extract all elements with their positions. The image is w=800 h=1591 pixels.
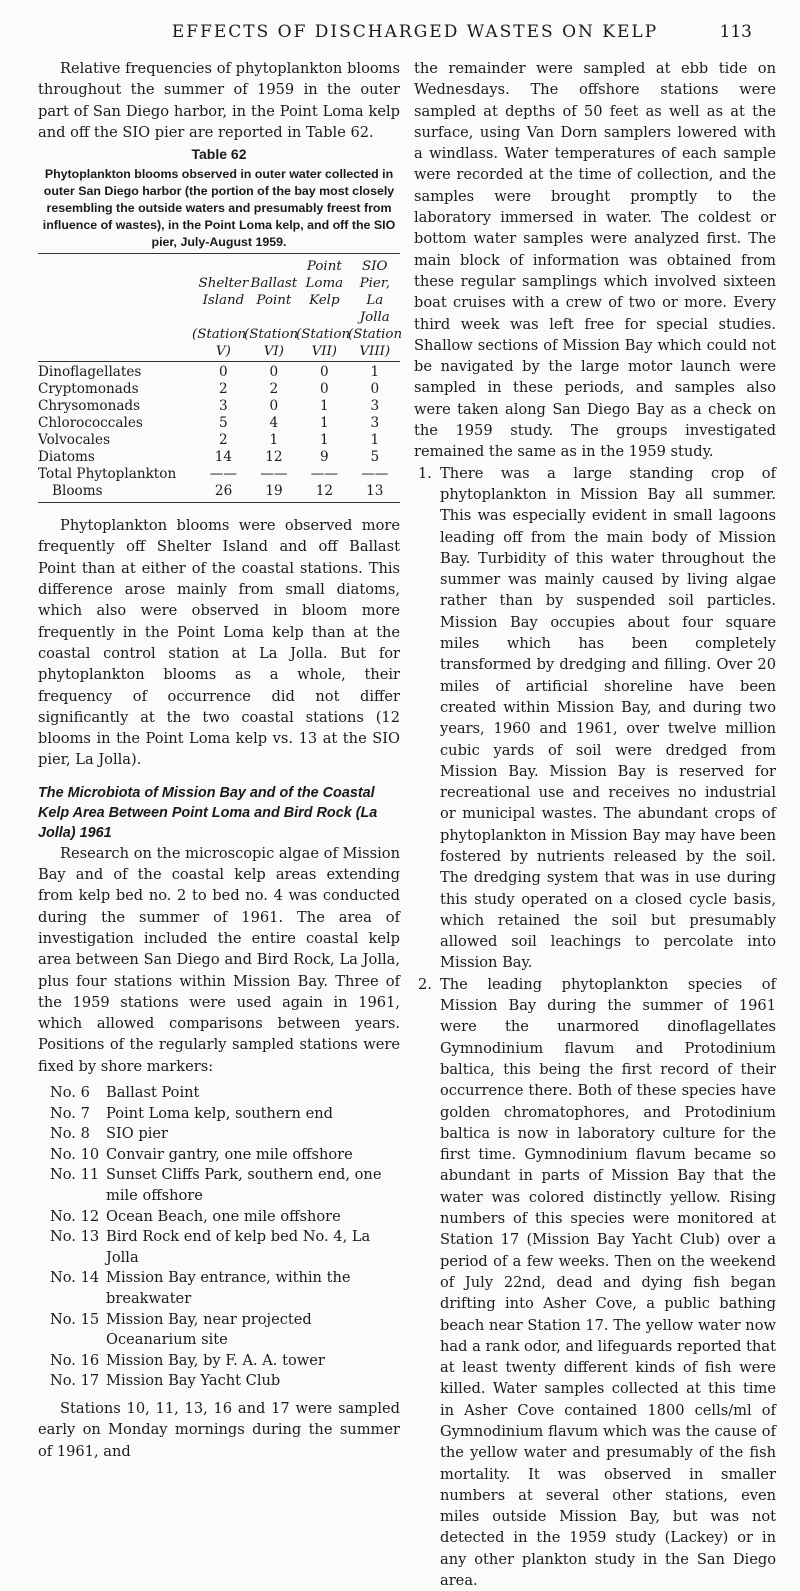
table-cell: 1: [370, 364, 380, 381]
column-header-cell: VI): [263, 344, 284, 360]
column-header-cell: Pier,: [359, 276, 390, 292]
page-number: 113: [719, 22, 752, 42]
station-description: Ballast Point: [106, 1084, 200, 1102]
table-cell: 2: [219, 432, 228, 449]
item-number: 2.: [418, 975, 432, 993]
table-caption: Phytoplankton blooms observed in outer water collected in outer San Diego harbor (the portion of the bay most closely resembling the outside waters and presumably freest from influence of wastes), in the Point Loma kelp, and off the SIO pier, July-August 1959.: [42, 167, 396, 250]
item-number: 1.: [418, 464, 432, 482]
table-cell: 1: [319, 415, 329, 432]
column-header-cell: [198, 258, 248, 275]
table-body: [38, 364, 400, 500]
column-header-cell: (Station: [348, 327, 403, 343]
paragraph: Stations 10, 11, 13, 16 and 17 were sampled early on Monday mornings during the summer of 1961, and: [38, 1399, 400, 1460]
total-dash: ——: [260, 466, 288, 483]
table-cell: 0: [269, 364, 279, 381]
column-header-cell: Loma: [305, 276, 344, 292]
section-heading: The Microbiota of Mission Bay and of the Coastal Kelp Area Between Point Loma and Bird Rock (La Jolla) 1961: [38, 784, 378, 841]
column-header-row: [38, 275, 400, 292]
column-header-row: [38, 326, 403, 343]
station-description: SIO pier: [106, 1125, 168, 1143]
list-item: [38, 1268, 400, 1309]
column-header-cell: V): [215, 344, 231, 360]
station-number: No. 11: [50, 1166, 100, 1184]
table-cell: 4: [269, 415, 279, 432]
list-item: [414, 463, 776, 974]
table-cell: 0: [219, 364, 228, 381]
column-header-cell: Kelp: [309, 293, 340, 309]
station-number: No. 6: [50, 1084, 90, 1102]
table-cell: 1: [319, 398, 329, 415]
paragraph: the remainder were sampled at ebb tide on Wednesdays. The offshore stations were sampled at depths of 50 feet as well as at the surface, using Van Dorn samplers lowered with a windlass. Water temperatures of each sample were recorded at the time of collection, and the samples were brought promptly to the laboratory immersed in water. The coldest or bottom water samples were analyzed first. The main block of information was obtained from these regular samplings which involved sixteen boat cruises with a crew of two or more. Every third week was left free for special studies. Shallow sections of Mission Bay which could not be navigated by the large motor launch were sampled in these periods, and samples also were taken along San Diego Bay as a check on the 1959 study. The groups investigated remained the same as in the 1959 study.: [414, 60, 776, 461]
column-header-cell: (Station: [296, 327, 351, 343]
row-label: Chlorococcales: [38, 415, 143, 432]
column-header-row: [38, 292, 400, 326]
list-item: [38, 1351, 400, 1372]
table-cell: 9: [319, 449, 329, 466]
station-number: No. 12: [50, 1207, 100, 1225]
total-cell: 12: [315, 483, 334, 500]
table-cell: 0: [269, 398, 279, 415]
table-cell: 3: [370, 415, 380, 432]
column-header-cell: Point: [256, 293, 292, 309]
station-number: No. 10: [50, 1145, 100, 1163]
table-row: [38, 364, 400, 381]
station-number: No. 7: [50, 1104, 90, 1122]
table-cell: 3: [370, 398, 380, 415]
left-column: [38, 58, 403, 1462]
total-label: Blooms: [52, 483, 103, 500]
table-rule-bottom: [38, 502, 400, 503]
running-title: EFFECTS OF DISCHARGED WASTES ON KELP: [171, 22, 659, 42]
station-number: No. 8: [50, 1125, 90, 1143]
station-description: Ocean Beach, one mile offshore: [106, 1207, 341, 1225]
station-number: No. 13: [50, 1228, 100, 1246]
column-header-cell: Shelter: [198, 276, 249, 292]
table-row: [38, 449, 400, 466]
column-header-cell: SIO: [362, 259, 388, 275]
station-number: No. 17: [50, 1372, 100, 1390]
column-header-cell: [249, 258, 299, 275]
list-item: [38, 1207, 400, 1228]
table-cell: 0: [319, 381, 329, 398]
table-cell: 1: [319, 432, 329, 449]
table-cell: 1: [370, 432, 380, 449]
table-total-row: [38, 466, 400, 483]
right-column: [414, 58, 776, 1591]
station-number: No. 15: [50, 1310, 100, 1328]
station-description: Mission Bay entrance, within the breakwater: [106, 1269, 351, 1307]
list-item: [38, 1104, 400, 1125]
total-cell: 19: [265, 483, 283, 500]
row-label: Cryptomonads: [38, 381, 139, 398]
list-item: [38, 1371, 400, 1392]
column-header-cell: Ballast: [250, 276, 298, 292]
total-cell: 26: [214, 483, 233, 500]
station-description: Mission Bay, near projected Oceanarium site: [106, 1310, 312, 1349]
list-item: [38, 1310, 400, 1351]
station-description: Convair gantry, one mile offshore: [106, 1145, 353, 1163]
table-cell: 0: [370, 381, 380, 398]
table-cell: 2: [219, 381, 228, 398]
table-cell: 5: [219, 415, 228, 432]
table-cell: 14: [214, 449, 233, 466]
table-rule-mid: [38, 361, 400, 362]
list-item: [414, 974, 776, 1591]
column-header-cell: (Station: [244, 327, 299, 343]
station-number: No. 14: [50, 1269, 100, 1287]
list-item: [38, 1227, 400, 1268]
table-cell: 1: [269, 432, 279, 449]
table-row: [38, 415, 400, 432]
intro-paragraph: Relative frequencies of phytoplankton blooms throughout the summer of 1959 in the outer part of San Diego harbor, in the Point Loma kelp and off the SIO pier are reported in Table 62.: [38, 60, 400, 141]
total-cell: 13: [366, 483, 384, 500]
table-cell: 5: [370, 449, 380, 466]
item-text: The leading phytoplankton species of Mission Bay during the summer of 1961 were the unarmored dinoflagellates Gymnodinium flavum and Protodinium baltica, this being the first record of their occurrence there. Both of these species have golden chromatophores, and Protodinium baltica is now in laboratory culture for the first time. Gymnodinium flavum became so abundant in parts of Mission Bay that the water was colored distinctly yellow. Rising numbers of this species were monitored at Station 17 (Mission Bay Yacht Club) over a period of a few weeks. Then on the weekend of July 22nd, dead and dying fish began drifting into Asher Cove, a public bathing beach near Station 17. The yellow water now had a rank odor, and lifeguards reported that at least twenty different kinds of fish were killed. Water samples collected at this time in Asher Cove contained 1800 cells/ml of Gymnodinium flavum which was the cause of the yellow water and presumably of the fish mortality. It was observed in smaller numbers at several other stations, even miles outside Mission Bay, but was not detected in the 1959 study (Lackey) or in any other plankton study in the San Diego area.: [440, 975, 776, 1590]
table-title: Table 62: [191, 146, 247, 163]
column-header-cell: VII): [311, 344, 338, 360]
table-row: [38, 398, 400, 415]
total-label: Total Phytoplankton: [38, 466, 177, 483]
column-header-row: [38, 258, 400, 275]
station-description: Mission Bay, by F. A. A. tower: [106, 1351, 325, 1369]
list-item: [38, 1165, 400, 1206]
paragraph: Research on the microscopic algae of Mission Bay and of the coastal kelp areas extending from kelp bed no. 2 to bed no. 4 was conducted during the summer of 1961. The area of investigation included the entire coastal kelp area between San Diego and Bird Rock, La Jolla, plus four stations within Mission Bay. Three of the 1959 stations were used again in 1961, which allowed comparisons between years. Positions of the regularly sampled stations were fixed by shore markers:: [38, 844, 400, 1075]
table-row: [38, 432, 400, 449]
page-header: [0, 22, 800, 46]
station-description: Point Loma kelp, southern end: [106, 1104, 333, 1122]
row-label: Volvocales: [38, 432, 111, 449]
item-text: There was a large standing crop of phytoplankton in Mission Bay all summer. This was especially evident in small lagoons leading off from the main body of Mission Bay. Turbidity of this water throughout the summer was mainly caused by living algae rather than by suspended soil particles. Mission Bay occupies about four square miles which has been completely transformed by dredging and filling. Over 20 miles of artificial shoreline have been created within Mission Bay, and during two years, 1960 and 1961, over twelve million cubic yards of soil were dredged from Mission Bay. Mission Bay is reserved for recreational use and receives no industrial or municipal wastes. The abundant crops of phytoplankton in Mission Bay may have been fostered by nutrients released by the soil. The dredging system that was in use during this study operated on a closed cycle basis, which retained the soil but presumably allowed soil leachings to percolate into Mission Bay.: [440, 464, 776, 972]
table-row: [38, 381, 400, 398]
numbered-findings: [414, 463, 776, 1591]
table-cell: 3: [219, 398, 228, 415]
row-label: Chrysomonads: [38, 398, 141, 415]
table-cell: 2: [269, 381, 279, 398]
column-header-cell: Point: [306, 259, 342, 275]
table-cell: 12: [265, 449, 283, 466]
station-marker-list: [38, 1083, 400, 1392]
table-column-headers: [38, 258, 403, 360]
column-header-row: [38, 343, 400, 360]
station-number: No. 16: [50, 1351, 100, 1369]
total-dash: ——: [361, 466, 389, 483]
list-item: [38, 1124, 400, 1145]
row-label: Dinoflagellates: [38, 364, 142, 381]
column-header-cell: VIII): [359, 344, 391, 360]
list-item: [38, 1145, 400, 1166]
paragraph: Phytoplankton blooms were observed more frequently off Shelter Island and off Ballast Point than at either of the coastal stations. This difference arose mainly from small diatoms, which also were observed in bloom more frequently in the Point Loma kelp than at the coastal control station at La Jolla. But for phytoplankton blooms as a whole, their frequency of occurrence did not differ significantly at the two coastal stations (12 blooms in the Point Loma kelp vs. 13 at the SIO pier, La Jolla).: [38, 517, 400, 769]
column-header-cell: La Jolla: [359, 293, 390, 326]
list-item: [38, 1083, 400, 1104]
station-description: Mission Bay Yacht Club: [106, 1372, 281, 1390]
row-label: Diatoms: [38, 449, 95, 466]
column-header-cell: Island: [202, 293, 245, 309]
station-description: Bird Rock end of kelp bed No. 4, La Jolla: [106, 1228, 371, 1266]
total-dash: ——: [310, 466, 338, 483]
table-total-row: [38, 483, 400, 500]
station-description: Sunset Cliffs Park, southern end, one mile offshore: [106, 1166, 382, 1204]
table-rule-top: [38, 253, 400, 254]
column-header-cell: (Station: [192, 327, 247, 343]
table-cell: 0: [319, 364, 329, 381]
total-dash: ——: [209, 466, 237, 483]
